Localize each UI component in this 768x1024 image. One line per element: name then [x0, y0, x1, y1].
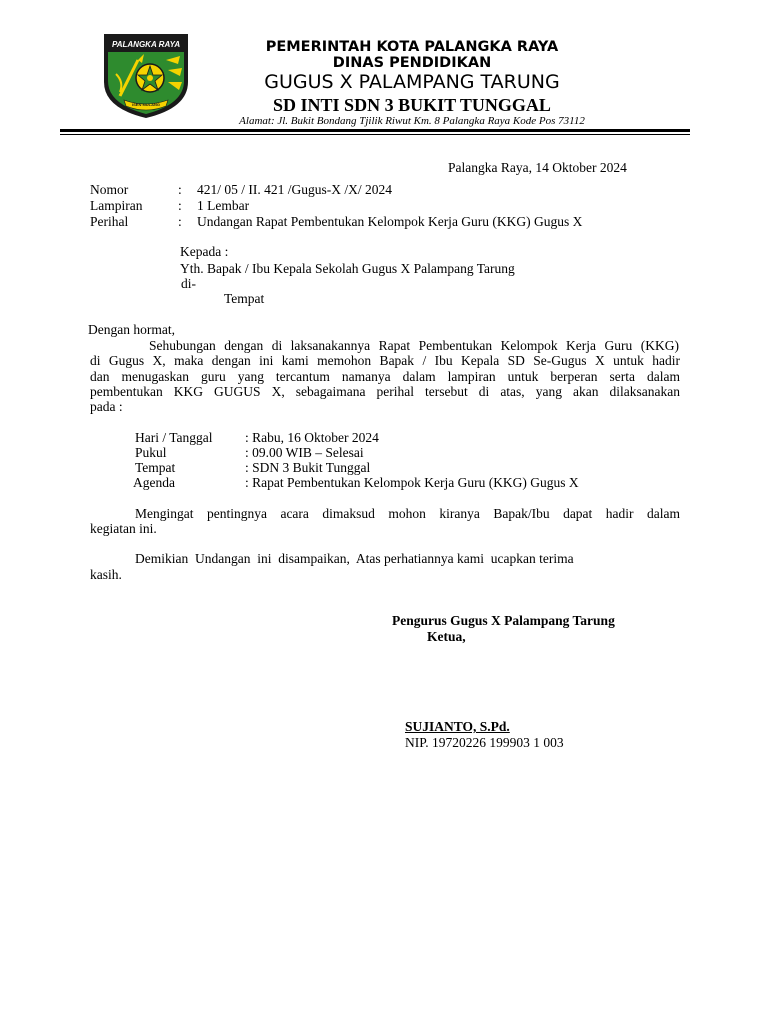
recipient-kepada: Kepada : [180, 244, 229, 259]
meta-value-number: 421/ 05 / II. 421 /Gugus-X /X/ 2024 [197, 182, 392, 197]
letterhead-school: SD INTI SDN 3 BUKIT TUNGGAL [273, 95, 551, 115]
event-label-agenda: Agenda [133, 475, 175, 490]
recipient-yth: Yth. Bapak / Ibu Kepala Sekolah Gugus X Palampang Tarung [180, 261, 515, 276]
letter-date: Palangka Raya, 14 Oktober 2024 [448, 160, 627, 175]
meta-label-number: Nomor [90, 182, 129, 197]
letterhead-rule-thick [60, 129, 690, 132]
event-value-place: : SDN 3 Bukit Tunggal [245, 460, 371, 475]
meta-value-subject: Undangan Rapat Pembentukan Kelompok Kerja Guru (KKG) Gugus X [197, 214, 583, 229]
letterhead-department: DINAS PENDIDIKAN [332, 55, 492, 71]
letterhead-address: Alamat: Jl. Bukit Bondang Tjilik Riwut Km. 8 Palangka Raya Kode Pos 73112 [239, 115, 585, 127]
event-label-time: Pukul [135, 445, 167, 460]
paragraph-line: Demikian Undangan ini disampaikan, Atas perhatiannya kami ucapkan terima [135, 551, 574, 566]
meta-label-subject: Perihal [90, 214, 129, 229]
paragraph-line: Mengingat pentingnya acara dimaksud mohon kiranya Bapak/Ibu dapat hadir dalam [135, 506, 680, 521]
city-logo [98, 30, 194, 120]
paragraph-line: di Gugus X, maka dengan ini kami memohon Bapak / Ibu Kepala SD Se-Gugus X untuk hadir [90, 353, 680, 368]
signature-role: Ketua, [427, 629, 466, 644]
event-label-date: Hari / Tanggal [135, 430, 213, 445]
signature-nip: NIP. 19720226 199903 1 003 [405, 735, 564, 750]
meta-separator: : [178, 182, 182, 197]
signature-name: SUJIANTO, S.Pd. [405, 719, 510, 734]
recipient-di: di- [181, 276, 196, 291]
paragraph-line: pembentukan KKG GUGUS X, sebagaimana perihal tersebut di atas, yang akan dilaksanakan [90, 384, 680, 399]
paragraph-line: Sehubungan dengan di laksanakannya Rapat Pembentukan Kelompok Kerja Guru (KKG) [149, 338, 679, 353]
paragraph-line: dan menugaskan guru yang tercantum namanya dalam lampiran untuk berperan serta dalam [90, 369, 680, 384]
recipient-tempat: Tempat [224, 291, 265, 306]
letterhead-cluster: GUGUS X PALAMPANG TARUNG [264, 71, 560, 93]
event-label-place: Tempat [135, 460, 176, 475]
meta-label-attachment: Lampiran [90, 198, 143, 213]
event-value-date: : Rabu, 16 Oktober 2024 [245, 430, 379, 445]
paragraph-line: kegiatan ini. [90, 521, 157, 536]
signature-organization: Pengurus Gugus X Palampang Tarung [392, 613, 615, 628]
meta-separator: : [178, 214, 182, 229]
meta-separator: : [178, 198, 182, 213]
meta-value-attachment: 1 Lembar [197, 198, 250, 213]
logo-ribbon-text: ISEN MULANG [132, 102, 160, 107]
salutation: Dengan hormat, [88, 322, 175, 337]
paragraph-line: pada : [90, 399, 123, 414]
letterhead-rule-thin [60, 134, 690, 135]
paragraph-line: kasih. [90, 567, 122, 582]
logo-text: PALANGKA RAYA [112, 40, 181, 49]
event-value-time: : 09.00 WIB – Selesai [245, 445, 364, 460]
event-value-agenda: : Rapat Pembentukan Kelompok Kerja Guru (KKG) Gugus X [245, 475, 579, 490]
letterhead-government: PEMERINTAH KOTA PALANGKA RAYA [265, 39, 559, 55]
